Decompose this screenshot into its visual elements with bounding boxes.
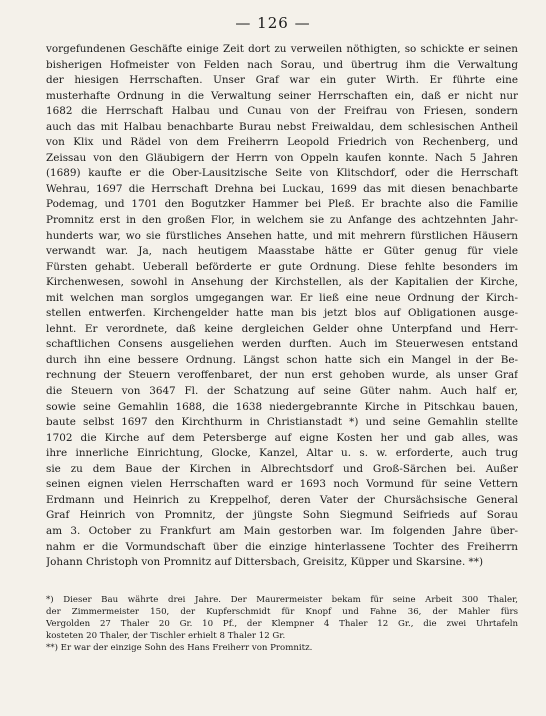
text-line: von Klix und Rädel von dem Freiherrn Leopold Friedrich von Rechenberg, und <box>46 136 518 149</box>
text-line: Kirchenwesen, sowohl in Ansehung der Kirchstellen, als der Kapitalien der Kirche, <box>46 276 518 289</box>
text-line: Podemag, und 1701 den Bogutzker Hammer bei Pleß. Er brachte also die Familie <box>46 198 518 211</box>
text-line: Zeissau von den Gläubigern der Herrn von Oppeln kaufen konnte. Nach 5 Jahren <box>46 151 518 164</box>
text-line: stellen entwerfen. Kirchengelder hatte man bis jetzt blos auf Obligationen ausge- <box>46 307 518 320</box>
text-line: musterhafte Ordnung in die Verwaltung seiner Herrschaften ein, daß er nicht nur <box>46 89 518 102</box>
footnote-line: **) Er war der einzige Sohn des Hans Freiherr von Promnitz. <box>46 643 313 653</box>
page-number: — 126 — <box>235 14 311 32</box>
footnote-line: der Zimmermeister 150, der Kupferschmidt für Knopf und Fahne 36, der Mahler fürs <box>46 607 518 617</box>
text-line: sie zu dem Baue der Kirchen in Albrechtsdorf und Groß-Särchen bei. Außer <box>46 462 518 475</box>
text-line: hunderts war, wo sie fürstliches Ansehen hatte, und mit mehrern fürstlichen Häusern <box>46 229 518 242</box>
text-line: Wehrau, 1697 die Herrschaft Drehna bei Luckau, 1699 das mit diesen benachbarte <box>46 182 518 195</box>
text-line: seinen eignen vielen Herrschaften ward er 1693 noch Vormund für seine Vettern <box>46 478 518 491</box>
text-line: vorgefundenen Geschäfte einige Zeit dort zu verweilen nöthigten, so schickte er seinen <box>46 43 518 55</box>
footnotes <box>46 594 518 654</box>
text-line: auch das mit Halbau benachbarte Burau nebst Freiwaldau, dem schlesischen Antheil <box>46 120 518 133</box>
footnote-line: *) Dieser Bau währte drei Jahre. Der Maurermeister bekam für seine Arbeit 300 Thaler, <box>46 595 518 605</box>
footnote-line: kosteten 20 Thaler, der Tischler erhielt 8 Thaler 12 Gr. <box>46 631 286 641</box>
text-line: sowie seine Gemahlin 1688, die 1638 niedergebrannte Kirche in Pitschkau bauen, <box>46 400 518 413</box>
text-line: Fürsten gehabt. Ueberall beförderte er gute Ordnung. Diese fehlte besonders im <box>46 260 518 273</box>
text-line: nahm er die Vormundschaft über die einzige hinterlassene Tochter des Freiherrn <box>46 540 518 553</box>
text-line: lehnt. Er verordnete, daß keine dergleichen Gelder ohne Unterpfand und Herr- <box>46 322 518 335</box>
footnote-separator <box>46 570 518 571</box>
text-line: am 3. October zu Frankfurt am Main gestorben war. Im folgenden Jahre über- <box>46 524 518 537</box>
text-line: verwandt war. Ja, nach heutigem Maasstabe hätte er Güter genug für viele <box>46 245 518 258</box>
text-line: bisherigen Hofmeister von Felden nach Sorau, und übertrug ihm die Verwaltung <box>46 58 518 71</box>
text-line: ihre innerliche Einrichtung, Glocke, Kanzel, Altar u. s. w. erforderte, auch trug <box>46 447 518 460</box>
text-line: rechnung der Steuern veroffenbaret, der nun erst gehoben wurde, als unser Graf <box>46 369 518 382</box>
text-line: Erdmann und Heinrich zu Kreppelhof, deren Vater der Chursächsische General <box>46 493 518 506</box>
text-line: mit welchen man sorglos umgegangen war. Er ließ eine neue Ordnung der Kirch- <box>46 291 518 304</box>
text-line: Graf Heinrich von Promnitz, der jüngste Sohn Siegmund Seifrieds auf Sorau <box>46 509 518 522</box>
text-line: Johann Christoph von Promnitz auf Dittersbach, Greisitz, Küpper und Skarsine. **) <box>46 556 484 569</box>
text-line: durch ihn eine bessere Ordnung. Längst schon hatte sich ein Mangel in der Be- <box>46 353 518 366</box>
text-line: (1689) kaufte er die Ober-Lausitzische Seite von Klitschdorf, oder die Herrschaft <box>46 167 518 180</box>
main-text <box>46 42 518 571</box>
text-line: 1702 die Kirche auf dem Petersberge auf eigne Kosten her und gab alles, was <box>46 431 518 444</box>
text-line: der hiesigen Herrschaften. Unser Graf war ein guter Wirth. Er führte eine <box>46 74 518 87</box>
text-line: Promnitz erst in den großen Flor, in welchem sie zu Anfange des achtzehnten Jahr- <box>46 214 518 227</box>
text-line: baute selbst 1697 den Kirchthurm in Christianstadt *) und seine Gemahlin stellte <box>46 416 518 429</box>
text-line: die Steuern von 3647 Fl. der Schatzung auf seine Güter nahm. Auch half er, <box>46 385 518 398</box>
text-line: schaftlichen Consens ausgeliehen werden durften. Auch im Steuerwesen entstand <box>46 338 518 351</box>
text-line: 1682 die Herrschaft Halbau und Cunau von der Freifrau von Friesen, sondern <box>46 105 518 118</box>
footnote-line: Vergolden 27 Thaler 20 Gr. 10 Pf., der Klempner 4 Thaler 12 Gr., die zwei Uhrtafeln <box>46 619 518 629</box>
